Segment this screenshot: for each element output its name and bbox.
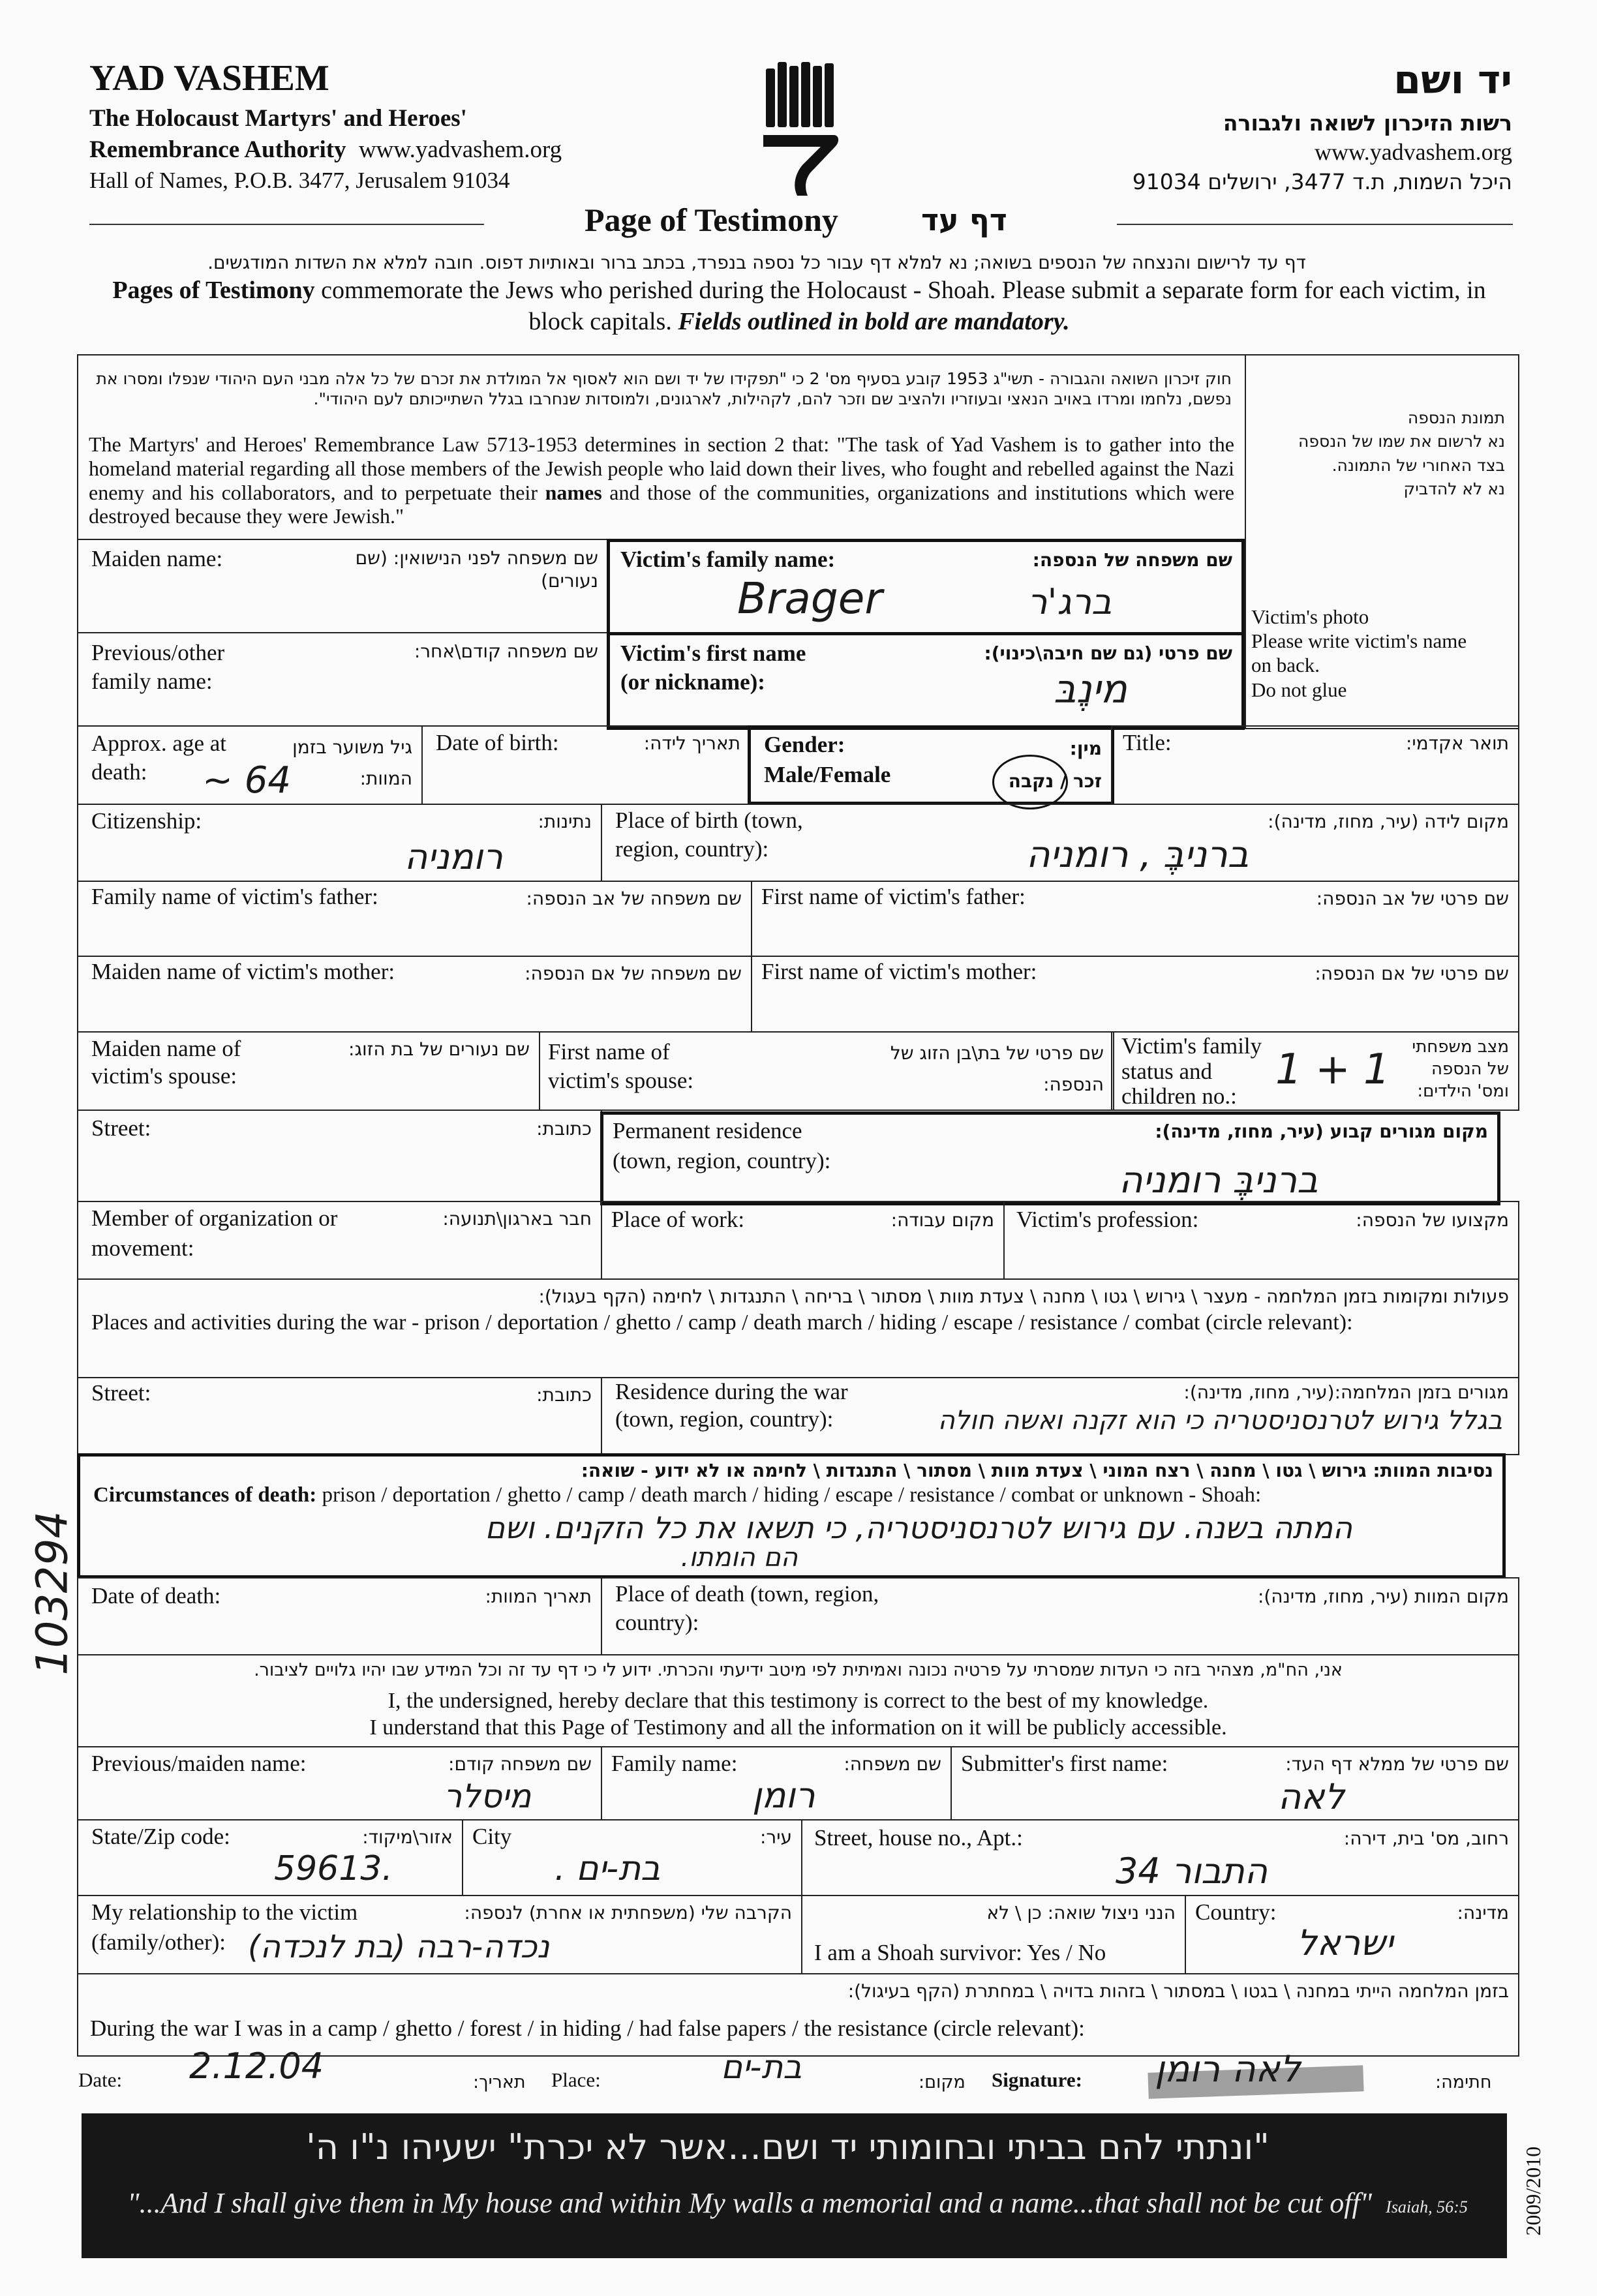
place-label-en: Place: [551, 2068, 601, 2091]
work-label-he: מקום עבודה: [890, 1209, 994, 1231]
submitter-family-name-field[interactable] [601, 1746, 952, 1820]
work-label-en: Place of work: [611, 1207, 745, 1232]
place-of-death-field[interactable] [601, 1577, 1519, 1655]
photo-he-4: נא לא להדביק [1403, 479, 1505, 498]
signature-label-he: חתימה: [1435, 2072, 1492, 2092]
zip-label-en: State/Zip code: [91, 1824, 230, 1849]
family-status-value: 1 + 1 [1275, 1046, 1390, 1094]
form-title-he: דף עד [921, 202, 1007, 237]
city-value: בת-ים . [555, 1849, 661, 1888]
submitter-first-name-field[interactable] [951, 1746, 1519, 1820]
dob-label-en: Date of birth: [436, 730, 559, 755]
country-value: ישראל [1297, 1922, 1393, 1963]
first-name-value: מינֶבּ [1054, 667, 1127, 712]
header-rule-left [89, 224, 484, 225]
date-of-death-field[interactable] [77, 1577, 602, 1655]
family-status-label-en-1: Victim's family [1121, 1033, 1262, 1059]
relationship-field[interactable] [77, 1895, 802, 1974]
prev-name-label-en-1: Previous/other [91, 640, 225, 665]
city-label-he: עיר: [759, 1826, 792, 1848]
place-value[interactable]: בת-ים [721, 2048, 802, 2086]
family-status-label-en-3: children no.: [1121, 1083, 1237, 1109]
family-status-label-he-2: של הנספה [1431, 1059, 1509, 1079]
declare-en-1: I, the undersigned, hereby declare that this testimony is correct to the best of my knowledge. [388, 1689, 1209, 1713]
family-status-label-he-3: ומס' הילדים: [1417, 1081, 1509, 1101]
law-cell [77, 354, 1246, 540]
pob-label-en-2: region, country): [615, 836, 769, 862]
member-label-en-2: movement: [91, 1235, 194, 1261]
spouse-maiden-name-field[interactable] [77, 1031, 540, 1111]
age-label-en-2: death: [91, 759, 147, 785]
footer-quote-he: "ונתתי להם בביתי ובחומותי יד ושם...אשר לא יכרת" ישעיהו נ"ו ה' [305, 2126, 1270, 2168]
sub-first-label-en: Submitter's first name: [961, 1751, 1168, 1776]
citizenship-value: רומניה [404, 836, 503, 877]
gender-label-he-2: זכר / נקבה [1008, 770, 1102, 793]
website-he: www.yadvashem.org [1315, 139, 1512, 165]
perm-res-label-he: מקום מגורים קבוע (עיר, מחוז, מדינה): [1155, 1121, 1488, 1142]
shoah-survivor-field[interactable] [801, 1895, 1186, 1974]
declare-en-2: I understand that this Page of Testimony and all the information on it will be publicly accessible. [369, 1715, 1227, 1740]
spouse-maiden-label-en-2: victim's spouse: [91, 1063, 237, 1089]
law-en-text: The Martyrs' and Heroes' Remembrance Law 5713-1953 determines in section 2 that: "The task of Yad Vashem is to gather into the homeland material regarding all those members of the Jewish people who laid down their lives, who fought and rebelled against the Nazi enemy and his collaborators, and to perpetuate their [89, 432, 1234, 504]
gender-field[interactable] [748, 725, 1114, 805]
photo-he-1: תמונת הנספה [1407, 408, 1505, 427]
law-he: חוק זיכרון השואה והגבורה - תשי"ג 1953 קובע בסעיף מס' 2 כי "תפקידו של יד ושם הוא לאסוף אל המולדת את זכרם של כל אלה מבני העם היהודי שנפלו ומסרו את נפשם, נלחמו ומרדו באויב הנאצי ובעוזריו ולהציב שם וזכר להם, לקהילות, לארגונים, ולמוסדות שנחרבו בגלל השתייכותם לעם היהודי". [96, 369, 1232, 409]
gender-label-en-1: Gender: [764, 732, 845, 757]
age-label-he-1: גיל משוער בזמן [292, 736, 412, 758]
org-name-he: יד ושם [1393, 57, 1512, 103]
sub-family-value: רומן [752, 1775, 815, 1816]
victim-family-name-field[interactable] [607, 539, 1245, 635]
pod-label-he: מקום המוות (עיר, מחוז, מדינה): [1257, 1586, 1509, 1607]
first-name-label-he: שם פרטי (גם שם חיבה\כינוי): [984, 642, 1232, 664]
street-label-en: Street: [91, 1115, 151, 1141]
city-label-en: City [472, 1824, 512, 1849]
address-he: היכל השמות, ת.ד 3477, ירושלים 91034 [1132, 169, 1512, 194]
rel-value: נכדה-רבה (בת לנכדה) [248, 1929, 550, 1965]
activities-label-en: Places and activities during the war - prison / deportation / ghetto / camp / death march / hiding / escape / resistance / combat (circle relevant): [91, 1310, 1353, 1335]
father-family-name-field[interactable] [77, 881, 752, 957]
street-field[interactable] [77, 1110, 602, 1202]
perm-res-value: ברניבֶּ רומניה [1119, 1159, 1318, 1201]
gender-label-en-2: Male/Female [764, 761, 891, 787]
organization-field[interactable] [77, 1201, 602, 1280]
spouse-first-label-he-2: הנספה: [1043, 1073, 1104, 1095]
footer-quote-en: "...And I shall give them in My house and within My walls a memorial and a name...that shall not be cut off" [127, 2187, 1373, 2219]
permanent-residence-field[interactable] [600, 1111, 1500, 1205]
sub-prev-label-en: Previous/maiden name: [91, 1751, 307, 1776]
law-en-end: and those of the communities, organizations and institutions which were destroyed because they were Jewish." [89, 480, 1235, 528]
footer-quote-ref: Isaiah, 56:5 [1386, 2198, 1468, 2216]
war-street-field[interactable] [77, 1377, 602, 1455]
mother-first-label-en: First name of victim's mother: [761, 959, 1037, 984]
record-number: 103294 [27, 1511, 78, 1676]
street-no-value: התבור 34 [1116, 1850, 1268, 1892]
city-field[interactable] [462, 1819, 802, 1896]
pod-label-en-2: country): [615, 1609, 699, 1635]
title-field[interactable] [1111, 725, 1519, 805]
war-res-label-he: מגורים בזמן המלחמה:(עיר, מחוז, מדינה): [1183, 1382, 1509, 1403]
photo-he-3: בצד האחורי של התמונה. [1331, 455, 1505, 475]
family-name-value-he: ברג'ר [1027, 581, 1112, 622]
intro-en-italic: Fields outlined in bold are mandatory. [678, 307, 1070, 335]
perm-res-label-en-1: Permanent residence [613, 1118, 802, 1143]
citizenship-label-en: Citizenship: [91, 808, 202, 834]
place-of-work-field[interactable] [601, 1201, 1005, 1280]
spouse-maiden-label-he: שם נעורים של בת הזוג: [348, 1038, 530, 1060]
survivor-label-en: I am a Shoah survivor: Yes / No [814, 1940, 1106, 1965]
footer-banner [82, 2113, 1507, 2258]
org-name-en: YAD VASHEM [89, 58, 329, 98]
family-name-label-en: Victim's family name: [620, 547, 836, 572]
spouse-first-label-he-1: שם פרטי של בת\בן הזוג של [890, 1042, 1104, 1064]
mother-first-name-field[interactable] [751, 956, 1519, 1033]
circ-label-en: prison / deportation / ghetto / camp / death march / hiding / escape / resistance / combat or unknown - Shoah: [316, 1483, 1262, 1507]
mother-maiden-label-he: שם משפחה של אם הנספה: [525, 963, 742, 984]
father-first-name-field[interactable] [751, 881, 1519, 957]
rel-label-en-2: (family/other): [91, 1929, 226, 1955]
photo-en-3: on back. [1251, 654, 1320, 677]
first-name-label-en-1: Victim's first name [620, 641, 806, 666]
signature-label-en: Signature: [992, 2068, 1082, 2091]
intro-en-text: commemorate the Jews who perished during the Holocaust - Shoah. Please submit a separate form for each victim, in block capitals. [314, 277, 1486, 335]
previous-name-field[interactable] [77, 632, 609, 727]
law-en [89, 432, 1234, 528]
mother-maiden-label-en: Maiden name of victim's mother: [91, 959, 395, 984]
street-label-he: כתובת: [536, 1118, 592, 1140]
first-name-label-en-2: (or nickname): [620, 669, 765, 695]
maiden-name-field[interactable] [77, 539, 609, 633]
country-label-en: Country: [1195, 1899, 1277, 1925]
age-label-he-2: המוות: [359, 767, 412, 789]
form-title-en: Page of Testimony [585, 202, 838, 238]
website-en: www.yadvashem.org [358, 136, 562, 163]
declare-he: אני, הח"מ, מצהיר בזה כי העדות שמסרתי על פרטיה נכונה ואמיתית לפי מיטב ידיעתי והכרתי. ידוע לי כי דף עד זה וכל המידע שבו יהיו גלויים לציבור. [254, 1660, 1343, 1680]
place-of-birth-field[interactable] [601, 804, 1519, 882]
father-first-label-he: שם פרטי של אב הנספה: [1316, 888, 1509, 909]
pob-label-en-1: Place of birth (town, [615, 808, 803, 833]
age-label-en-1: Approx. age at [91, 731, 227, 756]
citizenship-label-he: נתינות: [538, 811, 592, 832]
family-name-value-en: Brager [737, 573, 883, 624]
activities-label-he: פעולות ומקומות בזמן המלחמה - מעצר \ גירוש \ גטו \ מחנה \ צעדת מוות \ מסתור \ בריחה \ התנגדות \ לחימה (הקף בעגול): [538, 1286, 1509, 1307]
header-rule-right [1117, 224, 1513, 225]
date-value[interactable]: 2.12.04 [189, 2046, 324, 2087]
mother-maiden-name-field[interactable] [77, 956, 752, 1033]
authority-en-1: The Holocaust Martyrs' and Heroes' [89, 105, 467, 132]
submitter-war-status-field[interactable] [77, 1973, 1519, 2057]
circ-label-he: נסיבות המוות: גירוש \ גטו \ מחנה \ רצח המוני \ צעדת מוות \ מסתור \ התנגדות \ לחימה או לא ידוע - שואה: [581, 1460, 1493, 1481]
war-residence-field[interactable] [601, 1377, 1519, 1455]
war-res-label-en-1: Residence during the war [615, 1379, 848, 1404]
war-res-value: בגלל גירוש לטרנסניסטריה כי הוא זקנה ואשה חולה [937, 1406, 1502, 1436]
law-en-bold: names [545, 480, 602, 504]
title-label-he: תואר אקדמי: [1405, 733, 1509, 754]
title-label-en: Title: [1123, 730, 1172, 755]
spouse-first-label-en-1: First name of [548, 1039, 670, 1065]
photo-he-2: נא לרשום את שמו של הנספה [1298, 432, 1505, 451]
intro-he: דף עד לרישום והנצחה של הנספים בשואה; נא למלא דף עבור כל נספה בנפרד, בכתב ברור ובאותיות דפוס. חובה למלא את השדות המודגשים. [207, 252, 1306, 273]
sub-prev-value: מיסלר [444, 1777, 532, 1815]
spouse-first-name-field[interactable] [539, 1031, 1114, 1111]
spouse-maiden-label-en-1: Maiden name of [91, 1036, 241, 1061]
member-label-he: חבר בארגון\תנועה: [442, 1208, 592, 1230]
pod-label-en-1: Place of death (town, region, [615, 1581, 879, 1607]
war-res-label-en-2: (town, region, country): [615, 1406, 834, 1432]
wartime-activities-field[interactable] [77, 1278, 1519, 1378]
authority-he: רשות הזיכרון לשואה ולגבורה [1223, 110, 1512, 136]
authority-en-2: Remembrance Authority [89, 136, 346, 163]
father-first-label-en: First name of victim's father: [761, 884, 1026, 909]
father-family-label-he: שם משפחה של אב הנספה: [526, 888, 742, 909]
prev-name-label-en-2: family name: [91, 668, 213, 694]
dob-label-he: תאריך לידה: [643, 733, 740, 754]
date-label-he: תאריך: [473, 2072, 526, 2092]
circ-value-1: המתה בשנה. עם גירוש לטרנסניסטריה, כי תשאו את כל הזקנים. ושם [485, 1510, 1352, 1545]
sub-family-label-en: Family name: [611, 1751, 738, 1776]
perm-res-label-en-2: (town, region, country): [613, 1147, 831, 1173]
pob-label-he: מקום לידה (עיר, מחוז, מדינה): [1268, 811, 1509, 832]
sub-first-label-he: שם פרטי של ממלא דף העד: [1285, 1753, 1509, 1775]
zip-label-he: אזור\מיקוד: [362, 1826, 453, 1848]
profession-label-en: Victim's profession: [1016, 1207, 1199, 1232]
pob-value: ברניבֶּ , רומניה [1026, 834, 1249, 876]
sub-first-value: לאה [1278, 1776, 1345, 1817]
gender-female-circle [992, 755, 1068, 809]
circ-label-en-bold: Circumstances of death: [93, 1483, 317, 1507]
profession-label-he: מקצועו של הנספה: [1356, 1209, 1509, 1231]
sub-family-label-he: שם משפחה: [844, 1753, 941, 1775]
family-status-field[interactable] [1111, 1031, 1519, 1111]
place-label-he: מקום: [919, 2072, 966, 2092]
citizenship-field[interactable] [77, 804, 602, 882]
date-label-en: Date: [78, 2068, 123, 2091]
rel-label-he: הקרבה שלי (משפחתית או אחרת) לנספה: [464, 1902, 792, 1924]
signature-value[interactable]: לאה רומן [1155, 2048, 1301, 2091]
dod-label-en: Date of death: [91, 1583, 221, 1609]
age-at-death-field[interactable] [77, 725, 423, 805]
yad-vashem-logo-icon [757, 62, 848, 199]
street-house-field[interactable] [801, 1819, 1519, 1896]
country-label-he: מדינה: [1457, 1902, 1509, 1924]
profession-field[interactable] [1003, 1201, 1519, 1280]
war-street-label-he: כתובת: [536, 1384, 592, 1406]
submitter-previous-name-field[interactable] [77, 1746, 602, 1820]
war-street-label-en: Street: [91, 1380, 151, 1406]
gender-label-he-1: מין: [1069, 738, 1102, 759]
photo-en-4: Do not glue [1251, 678, 1347, 701]
zip-code-field[interactable] [77, 1819, 463, 1896]
form-year: 2009/2010 [1521, 2146, 1545, 2236]
maiden-name-label-en: Maiden name: [91, 546, 223, 571]
family-status-label-he-1: מצב משפחתי [1412, 1037, 1509, 1057]
spouse-first-label-en-2: victim's spouse: [548, 1067, 694, 1093]
family-status-label-en-2: status and [1121, 1058, 1213, 1084]
mother-first-label-he: שם פרטי של אם הנספה: [1315, 963, 1509, 984]
country-field[interactable] [1185, 1895, 1519, 1974]
circ-value-2: הם הומתו. [680, 1543, 798, 1573]
rel-label-en-1: My relationship to the victim [91, 1899, 358, 1925]
camp-label-he: בזמן המלחמה הייתי במחנה \ בגטו \ במסתור \ בזהות בדויה \ במחתרת (הקף בעיגול): [847, 1980, 1509, 2002]
camp-label-en: During the war I was in a camp / ghetto / forest / in hiding / had false papers / the resistance (circle relevant): [90, 2016, 1085, 2041]
circumstances-of-death-field[interactable] [77, 1453, 1506, 1578]
date-of-birth-field[interactable] [421, 725, 751, 805]
zip-value: 59613. [274, 1849, 393, 1888]
photo-en-1: Victim's photo [1251, 605, 1369, 628]
maiden-name-label-he: שם משפחה לפני הנישואין: (שם נעורים) [355, 547, 598, 592]
sub-prev-label-he: שם משפחה קודם: [448, 1753, 592, 1775]
age-value: ~ 64 [202, 759, 291, 802]
victim-photo-cell[interactable] [1245, 354, 1519, 729]
victim-first-name-field[interactable] [607, 632, 1245, 730]
street-no-label-he: רחוב, מס' בית, דירה: [1343, 1828, 1509, 1849]
dod-label-he: תאריך המוות: [485, 1586, 592, 1607]
member-label-en-1: Member of organization or [91, 1205, 338, 1231]
father-family-label-en: Family name of victim's father: [91, 884, 378, 909]
address-en: Hall of Names, P.O.B. 3477, Jerusalem 91034 [89, 168, 510, 193]
prev-name-label-he: שם משפחה קודם\אחר: [414, 641, 598, 662]
survivor-label-he: הנני ניצול שואה: כן \ לא [986, 1902, 1176, 1924]
intro-en-bold: Pages of Testimony [112, 277, 315, 304]
intro-en [98, 275, 1500, 337]
declaration [77, 1654, 1519, 1747]
street-no-label-en: Street, house no., Apt.: [814, 1825, 1023, 1850]
family-name-label-he: שם משפחה של הנספה: [1032, 549, 1232, 571]
photo-en-2: Please write victim's name [1251, 629, 1467, 653]
